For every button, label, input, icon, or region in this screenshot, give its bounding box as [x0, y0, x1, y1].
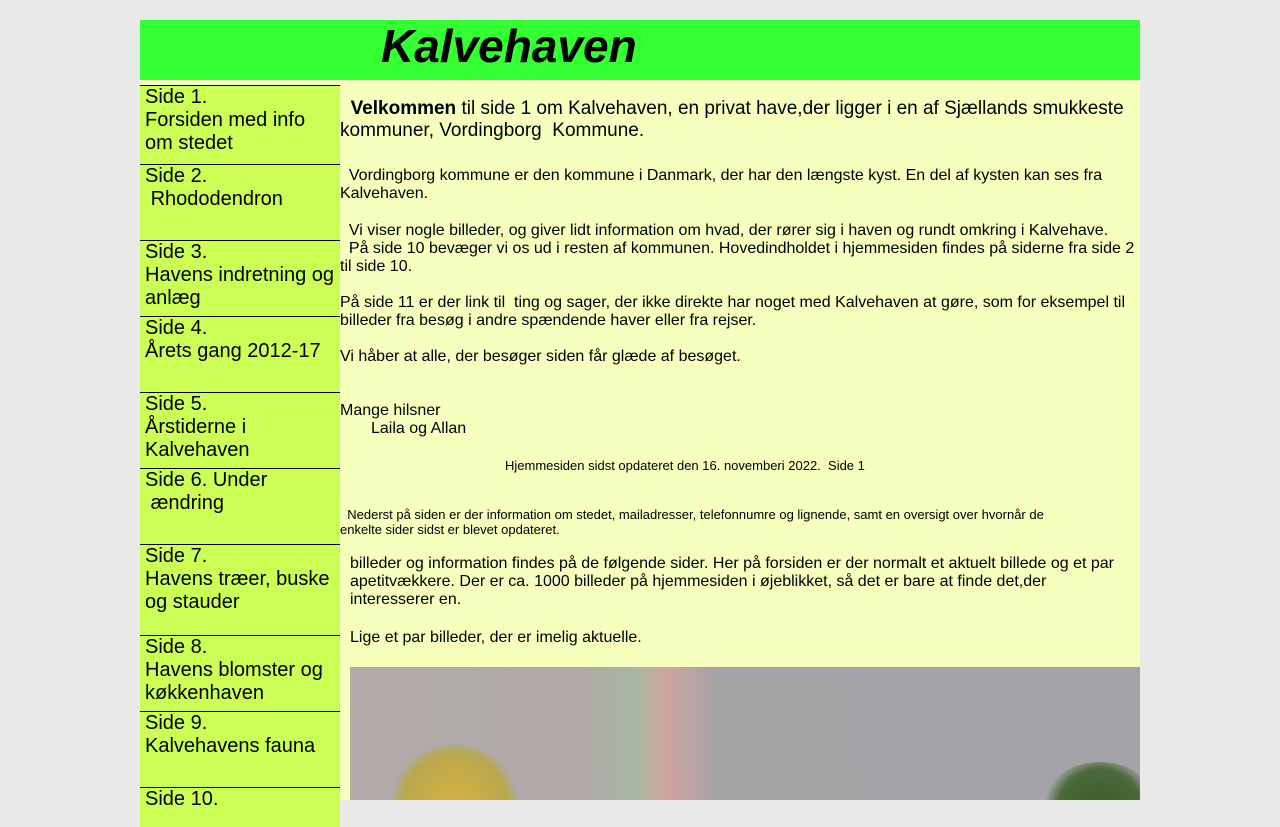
tree-foliage — [390, 745, 520, 800]
nav-side-3[interactable]: Side 3. Havens indretning og anlæg — [140, 240, 340, 316]
nav-side-8[interactable]: Side 8. Havens blomster og køkkenhaven — [140, 635, 340, 711]
nav-side-1[interactable]: Side 1. Forsiden med info om stedet — [140, 85, 340, 164]
intro-rest: til side 1 om Kalvehaven, en privat have,der ligger i en af Sjællands smukkeste kommuner, Vordingborg Kommune. — [340, 98, 1129, 141]
site-title: Kalvehaven — [381, 20, 637, 72]
nav-side-4[interactable]: Side 4. Årets gang 2012-17 — [140, 316, 340, 392]
footer-info: Nederst på siden er der information om stedet, mailadresser, telefonnumre og lignende, samt en oversigt over hvornår de enkelte sider sidst er blevet opdateret. — [340, 507, 1048, 537]
paragraph-side-11: På side 11 er der link til ting og sager, der ikke direkte har noget med Kalvehaven at gøre, som for eksempel til billeder fra besøg i andre spændende haver eller fra rejser. — [340, 294, 1130, 329]
header-banner — [140, 20, 1140, 80]
paragraph-pictures: billeder og information findes på de følgende sider. Her på forsiden er der normalt et aktuelt billede og et par apetitvækkere. Der er ca. 1000 billeder på hjemmesiden i øjeblikket, så det er bare at finde det,der interesserer en. — [350, 555, 1119, 608]
page — [140, 20, 1140, 810]
nav-side-6[interactable]: Side 6. Under ændring — [140, 468, 340, 544]
nav-side-7[interactable]: Side 7. Havens træer, buske og stauder — [140, 544, 340, 635]
rainbow-photo — [350, 667, 1140, 800]
intro-text — [340, 98, 1140, 142]
nav-side-5[interactable]: Side 5. Årstiderne i Kalvehaven — [140, 392, 340, 468]
plant-leaves — [1040, 762, 1140, 800]
nav-side-9[interactable]: Side 9. Kalvehavens fauna — [140, 711, 340, 787]
paragraph-current: Lige et par billeder, der er imelig aktuelle. — [350, 629, 642, 646]
paragraph-wish: Vi håber at alle, der besøger siden får glæde af besøget. — [340, 348, 741, 365]
updated-note: Hjemmesiden sidst opdateret den 16. novemberi 2022. Side 1 — [505, 458, 865, 473]
sidebar-nav — [140, 85, 340, 827]
intro-bold: Velkommen — [350, 98, 457, 119]
nav-side-2[interactable]: Side 2. Rhododendron — [140, 164, 340, 240]
nav-side-10[interactable]: Side 10. — [140, 787, 340, 827]
paragraph-kyst: Vordingborg kommune er den kommune i Danmark, der har den længste kyst. En del af kysten kan ses fra Kalvehaven. — [340, 167, 1107, 202]
paragraph-intro: Vi viser nogle billeder, og giver lidt information om hvad, der rører sig i haven og rundt omkring i Kalvehave. På side 10 bevæger vi os ud i resten af kommunen. Hovedindholdet i hjemmesiden findes på siderne fra side 2 til side 10. — [340, 222, 1135, 275]
greeting: Mange hilsner — [340, 402, 441, 419]
signature: Laila og Allan — [371, 420, 467, 437]
